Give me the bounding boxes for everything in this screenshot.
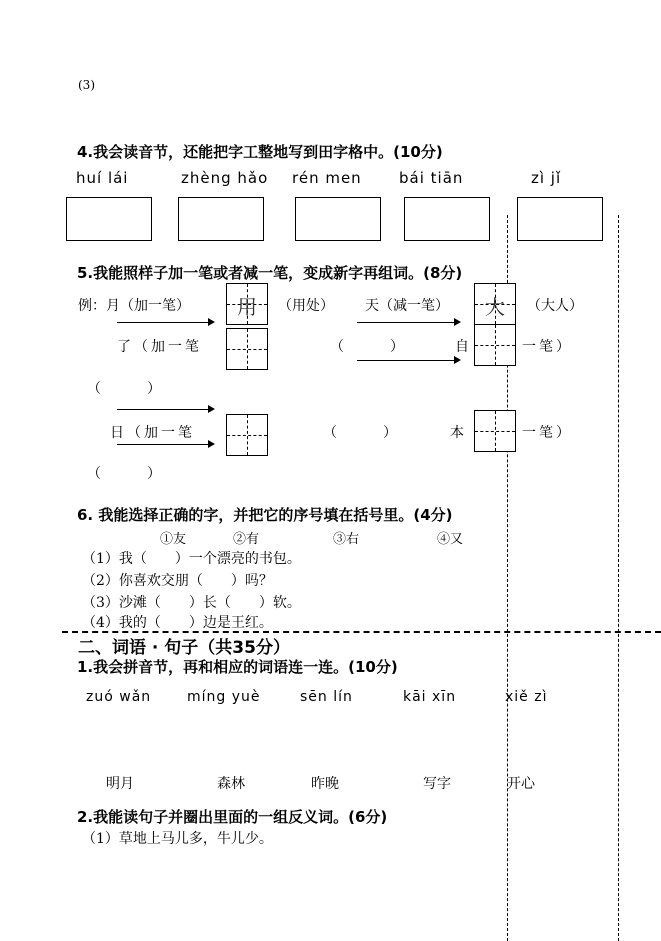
q5-row5-paren[interactable]: （ ） bbox=[87, 466, 167, 482]
q5-title: 5.我能照样子加一笔或者减一笔，变成新字再组词。(8分) bbox=[77, 264, 463, 282]
q5-example-char-2: 大 bbox=[485, 295, 505, 319]
q4-title: 4.我会读音节，还能把字工整地写到田字格中。(10分) bbox=[77, 143, 443, 161]
q5-row4-right-text: 一笔） bbox=[522, 425, 573, 441]
q5-example-char-1: 用 bbox=[237, 295, 257, 319]
section2-q1-pinyin-3: sēn lín bbox=[300, 689, 353, 705]
q4-pinyin-4: bái tiān bbox=[399, 169, 464, 187]
q5-row2-grid[interactable] bbox=[226, 328, 268, 370]
section2-q1-word-5[interactable]: 开心 bbox=[507, 776, 535, 792]
q4-answer-box-2[interactable] bbox=[178, 197, 264, 241]
q5-row3-paren[interactable]: （ ） bbox=[87, 381, 167, 397]
q4-answer-box-4[interactable] bbox=[404, 197, 490, 241]
section2-q1-word-2[interactable]: 森林 bbox=[217, 776, 245, 792]
section2-q1-word-3[interactable]: 昨晚 bbox=[311, 776, 339, 792]
q4-answer-box-1[interactable] bbox=[66, 197, 152, 241]
q5-row4-left: 日（加一笔 bbox=[110, 425, 195, 441]
section2-q1-pinyin-2: míng yuè bbox=[187, 689, 261, 705]
q4-pinyin-3: rén men bbox=[292, 169, 362, 187]
q5-row3-arrow bbox=[117, 409, 213, 410]
q6-option-1: ①友 bbox=[160, 532, 187, 547]
q5-example-word-2: （大人） bbox=[527, 298, 583, 314]
section2-q1-pinyin-4: kāi xīn bbox=[403, 689, 457, 705]
q5-example-left: 例：月（加一笔） bbox=[78, 298, 190, 314]
q5-row2-left: 了（加一笔 bbox=[117, 339, 202, 355]
section2-q2-item-1: （1）草地上马儿多，牛儿少。 bbox=[82, 831, 273, 847]
section2-q1-title: 1.我会拼音节，再和相应的词语连一连。(10分) bbox=[77, 658, 398, 676]
q6-option-3: ③右 bbox=[333, 532, 360, 547]
q6-option-4: ④又 bbox=[437, 532, 464, 547]
page-number-label: (3) bbox=[78, 78, 95, 92]
q6-title: 6. 我能选择正确的字，并把它的序号填在括号里。(4分) bbox=[77, 506, 453, 524]
section2-q1-word-1[interactable]: 明月 bbox=[106, 776, 134, 792]
q5-row2-right-char: 自 bbox=[455, 339, 469, 355]
q5-example-word-1: （用处） bbox=[278, 298, 334, 314]
q5-example-mid: 天（减一笔） bbox=[365, 298, 449, 314]
section2-q1-pinyin-1: zuó wǎn bbox=[86, 689, 152, 705]
q5-row4-grid[interactable] bbox=[226, 414, 268, 456]
q6-item-4: （4）我的（ ）边是王红。 bbox=[82, 615, 273, 631]
q5-row2-right-grid[interactable] bbox=[474, 324, 516, 366]
section2-q1-pinyin-5: xiě zì bbox=[505, 689, 548, 705]
section2-q1-word-4[interactable]: 写字 bbox=[423, 776, 451, 792]
q5-example-grid-1 bbox=[226, 283, 268, 325]
section2-q2-title: 2.我能读句子并圈出里面的一组反义词。(6分) bbox=[77, 808, 388, 826]
q5-example-arrow-1 bbox=[117, 322, 213, 323]
q5-row4-arrow bbox=[117, 444, 213, 445]
q5-row4-right-grid[interactable] bbox=[474, 410, 516, 452]
section2-title: 二、词语 · 句子（共35分） bbox=[78, 638, 290, 658]
q5-example-grid-2 bbox=[474, 283, 516, 325]
q5-row4-paren[interactable]: （ ） bbox=[323, 425, 403, 441]
q5-row2-arrow bbox=[357, 360, 459, 361]
q5-row2-right-text: 一笔） bbox=[522, 339, 573, 355]
q4-pinyin-5: zì jǐ bbox=[531, 169, 562, 187]
q4-answer-box-5[interactable] bbox=[517, 197, 603, 241]
q4-pinyin-2: zhèng hǎo bbox=[181, 169, 269, 187]
q5-row2-paren[interactable]: （ ） bbox=[330, 339, 410, 355]
q5-example-arrow-2 bbox=[357, 322, 459, 323]
q4-pinyin-1: huí lái bbox=[76, 169, 129, 187]
q5-row4-right-char: 本 bbox=[450, 425, 464, 441]
q4-answer-box-3[interactable] bbox=[295, 197, 381, 241]
right-dashed-margin-line-2 bbox=[618, 215, 619, 941]
q6-option-2: ②有 bbox=[233, 532, 260, 547]
q6-item-1: （1）我（ ）一个漂亮的书包。 bbox=[82, 551, 301, 567]
q6-item-2: （2）你喜欢交朋（ ）吗？ bbox=[82, 573, 273, 589]
q6-item-3: （3）沙滩（ ）长（ ）软。 bbox=[82, 595, 301, 611]
